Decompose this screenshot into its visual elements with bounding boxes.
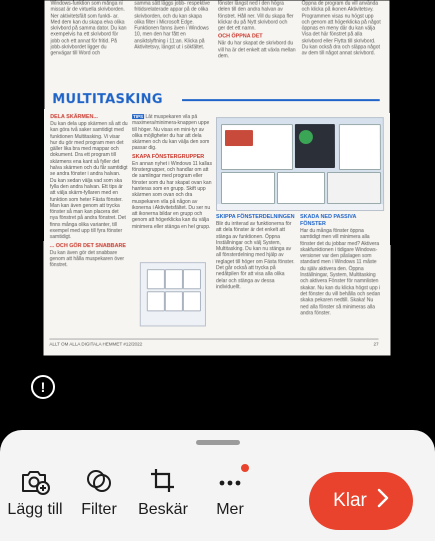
article-column-4: [300, 212, 383, 343]
article-column-3: [216, 212, 296, 343]
snap-tile: [183, 269, 201, 289]
notification-dot: [241, 464, 249, 472]
warning-icon[interactable]: [31, 375, 55, 399]
article-column-1: [49, 112, 128, 340]
col1-header2: ... OCH GÖR DET SNABBARE: [49, 242, 126, 249]
top-right-b-text: Öppna de program du vill använda och klicka på ikonen Aktivitetsvy. Programmen visas nu högst upp och genom att högerklicka på något öppnas en meny där du kan välja Visa det här fönstret på alla skrivbord eller Flytta till skrivbord. Du kan också dra och släppa något av dem till något annat skrivbord.: [301, 0, 381, 57]
bottom-toolbar-sheet: [0, 430, 435, 541]
snap-tile: [183, 291, 201, 311]
col1-header: DELA SKÄRMEN...: [50, 114, 98, 121]
col3-text: Blir du irriterad av funktionerna för att dela fönster är det enkelt att stänga av funktionen. Öppna Inställningar och välj System, Multitasking. Du kan nu stänga av all fönsterdelning med hjälp av reglaget till höger om Fästa fönster. Det går också att trycka på nedåtpilen för att visa alla olika delar och stänga av dessa individuellt.: [215, 221, 295, 291]
top-right-a-text2: När du har skapat de skrivbord du vill ha är det enkelt att växla mellan dem.: [217, 40, 296, 60]
more-dots-icon: [193, 466, 267, 496]
tip-badge: TIPS: [133, 114, 144, 120]
top-right-a-text: fönster längst ned i den högra delen till den andra halvan av fönstret. Håll ner. Vill du skapa fler klickar du på Nytt skrivbord och ger det ett namn.: [217, 0, 294, 32]
crop-label: Beskär: [138, 501, 188, 518]
article-column-2: [132, 114, 212, 234]
screenshot-taskbar: [217, 204, 383, 210]
crop-icon: [126, 466, 200, 496]
sheet-drag-handle[interactable]: [196, 440, 240, 445]
col4-text: Har du många fönster öppna samtidigt men vill minimera alla fönster det du jobbar med? Aktivera skakfunktionen i tidigare Windows-versioner var den påslagen som standard men i Windows 11 måste du själv aktivera den. Öppna Inställningar, System, Multitasking och aktivera Fönster för namnlisten skakar. Nu kan du klicka högst upp i det fönster du vill behålla och sedan skaka pekaren nedtill. Skaka! Nu ned alla fönster så minimeras alla andra fönster.: [300, 228, 381, 317]
done-button[interactable]: [309, 472, 413, 530]
section-title: MULTITASKING: [52, 92, 163, 108]
more-button[interactable]: [193, 466, 267, 520]
crop-button[interactable]: [126, 466, 200, 520]
more-label: Mer: [216, 501, 244, 518]
col3-header: SKIPPA FÖNSTERDELNINGEN: [215, 214, 295, 221]
filter-label: Filter: [81, 501, 117, 518]
add-label: Lägg till: [7, 501, 63, 518]
snap-tile: [165, 269, 183, 289]
screenshot-image: [225, 130, 253, 146]
screenshot-window: [277, 172, 325, 204]
snap-layout-screenshot: [140, 262, 206, 326]
footer-left-text: ALLT OM ALLA DIGITALA HEMMET #12/2022: [49, 341, 143, 347]
top-mid-text: samma sätt läggs jobb- respektive fritidsrelaterade appar på de olika skrivborden, och du kan skapa olika filter i Microsoft Edge. Funktionen fanns även i Windows 10, men den har fått en ansiktslyftning i 11:an. Klicka på Aktivitetsvy, längst ut i sökfältet.: [134, 0, 210, 51]
top-text-column-3: [218, 1, 296, 88]
screenshot-window: [339, 124, 381, 170]
col4-header: SKADA NED PASSIVA FÖNSTER: [300, 214, 357, 228]
top-left-text: Windows-funktion som många ni missat är de virtuella skrivborden. Ner aktivitetsfält som funkti- ar. Med dem kan du skapa elva olika skrivbord på samma dator. Du kan exempelvis ha ett skrivbord för jobb och ett annat för fritid. På jobb-skrivbordet ligger du genvägar till Word och: [50, 0, 127, 57]
page-footer: [49, 339, 378, 347]
top-text-column-2: [134, 1, 212, 88]
snap-tile: [147, 269, 165, 289]
top-right-a-header: OCH ÖPPNA DET: [217, 33, 263, 40]
title-rule: [182, 99, 380, 101]
snap-tile: [165, 291, 183, 311]
warning-icon-glyph: !: [40, 379, 46, 395]
snap-tile: [147, 291, 165, 311]
filter-button[interactable]: [62, 466, 136, 520]
filter-icon: [62, 466, 136, 496]
chevron-right-icon: [377, 488, 389, 514]
top-text-column-1: [50, 1, 128, 88]
desktop-screenshot: [216, 117, 384, 211]
page-number: 27: [373, 341, 379, 347]
col2-text2: En annan nyhet i Windows 11 kallas fönstergrupper, och handlar om att de samlingar med program eller fönster som du har skapat ovan kan hanteras som en grupp. Skift upp skärmen som ovan och dra muspekaren vila på någon av ikonerna i Aktivitetsfältet. Du ser nu att ikonerna bildar en grupp och genom att högerklicka kan du välja minimera eller stänga en hel grupp.: [131, 160, 212, 230]
col1-text: Du kan dela upp skärmen så att du kan göra två saker samtidigt med funktionen Multitasking. Vi visar hur du gör med program men det gäller lika bra med mappar och dokument. Dra ett program till skärmens ena kant så fyller det halva skärmen och du får samtidigt se andra fönster i andra halvan. Du kan sedan välja vad som ska fylla den andra halvan. Ett tips är att välja skärm-fyllaren med en funktion som heter Fästa fönster. Man kan även genom att trycka fönster så man kan placera det nya fönstret på andra fönstret. Det finns många olika varianter, till exempel med upp till fyra fönster samtidigt.: [49, 121, 128, 241]
col1-text2: Du kan även gör det snabbare genom att hålla muspekaren över fönstret.: [49, 249, 125, 269]
screenshot-app-icon: [299, 130, 313, 144]
screenshot-window: [327, 172, 381, 204]
done-label: Klar: [333, 490, 367, 511]
document-preview: [43, 1, 390, 356]
col2-text: Låt muspekaren vila på maximera/minimera-knappen uppe till höger. Nu visas en mini-tyr av olika möjligheter du har att dela skärmen och du kan välja den som passar dig.: [132, 114, 210, 152]
col2-header: SKAPA FÖNSTERGRUPPER: [132, 153, 205, 160]
screenshot-window: [221, 172, 275, 204]
top-text-column-4: [302, 1, 382, 88]
